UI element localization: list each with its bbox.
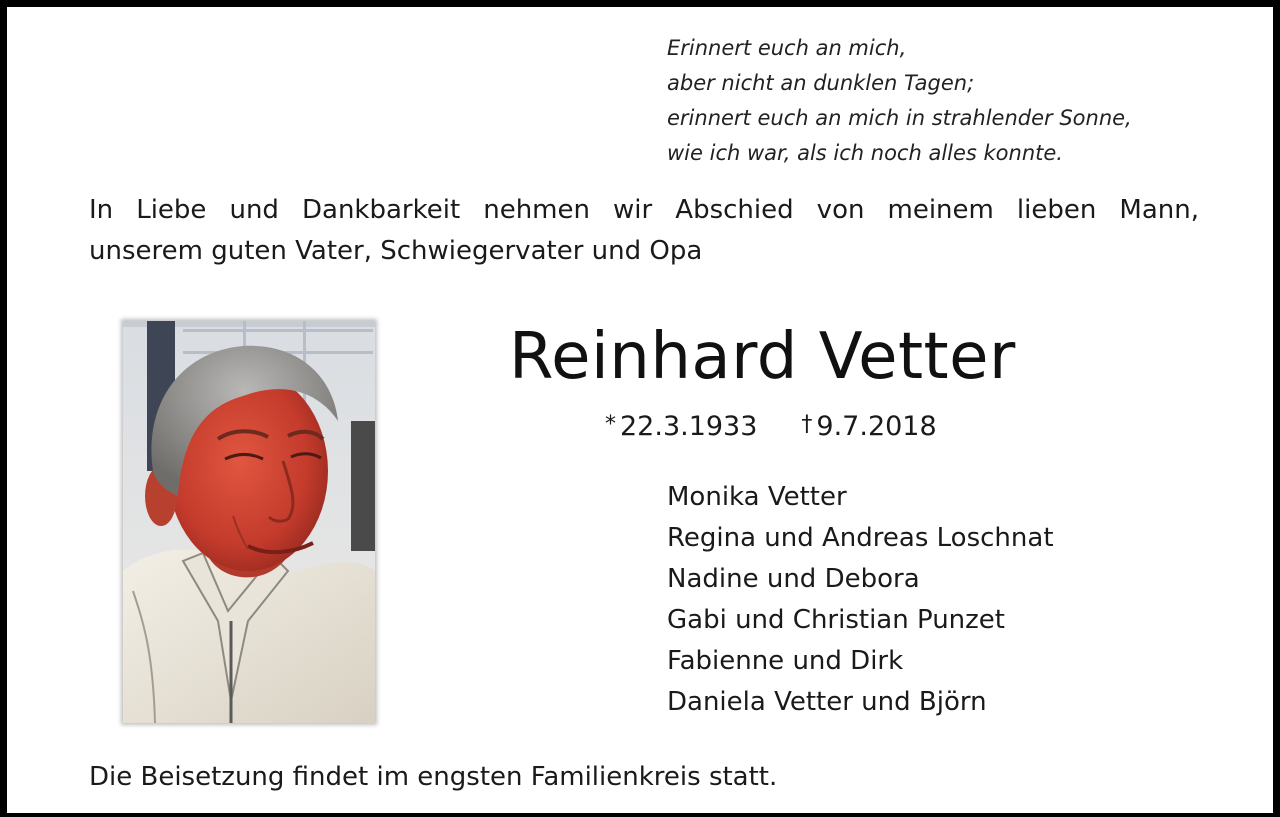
- poem-line: aber nicht an dunklen Tagen;: [667, 71, 975, 95]
- portrait-photo-image: [123, 321, 375, 723]
- death-cross-icon: †: [801, 412, 813, 437]
- family-member: Gabi und Christian Punzet: [667, 605, 1005, 635]
- death-date: 9.7.2018: [816, 411, 937, 442]
- family-member: Daniela Vetter und Björn: [667, 687, 987, 717]
- family-list: [667, 477, 1054, 723]
- portrait-photo: [123, 321, 375, 723]
- poem: [667, 31, 1132, 171]
- poem-line: Erinnert euch an mich,: [667, 36, 907, 60]
- intro-text: [89, 190, 1199, 272]
- poem-line: erinnert euch an mich in strahlender Sonne,: [667, 106, 1132, 130]
- birth: [605, 411, 757, 442]
- family-member: Fabienne und Dirk: [667, 646, 904, 676]
- intro-line-1: In Liebe und Dankbarkeit nehmen wir Abschied von meinem lieben Mann,: [89, 195, 1199, 225]
- family-member: Regina und Andreas Loschnat: [667, 523, 1054, 553]
- poem-line: wie ich war, als ich noch alles konnte.: [667, 141, 1063, 165]
- deceased-name: Reinhard Vetter: [509, 320, 1016, 394]
- birth-star-icon: *: [605, 412, 616, 437]
- closing-note: Die Beisetzung findet im engsten Familienkreis statt.: [89, 762, 778, 792]
- intro-line-2: unserem guten Vater, Schwiegervater und Opa: [89, 236, 703, 266]
- life-dates: [605, 407, 937, 445]
- birth-date: 22.3.1933: [620, 411, 758, 442]
- family-member: Nadine und Debora: [667, 564, 920, 594]
- death: [801, 411, 936, 442]
- family-member: Monika Vetter: [667, 482, 847, 512]
